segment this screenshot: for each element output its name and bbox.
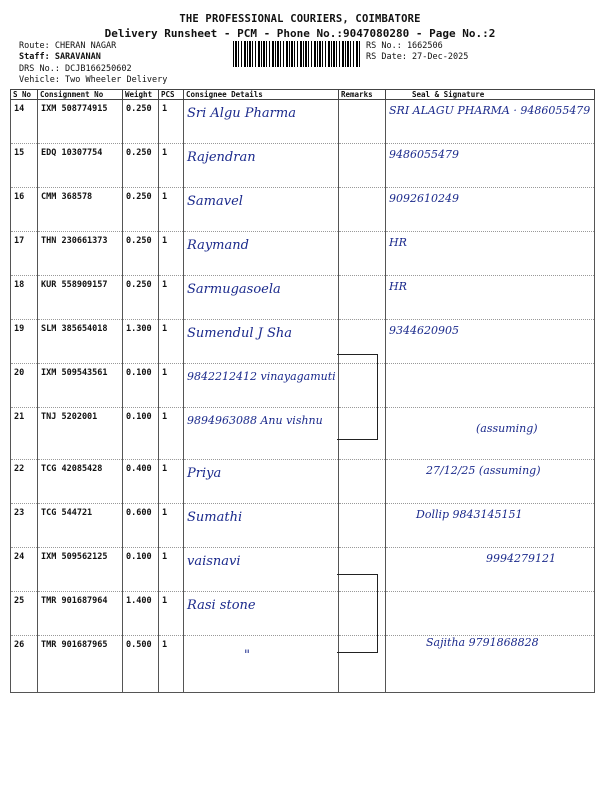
table-row [11, 408, 595, 460]
cell-signature: Dollip 9843145151 [386, 504, 595, 548]
cell-consignee: Rasi stone [184, 592, 339, 636]
cell-consignee: Samavel [184, 188, 339, 232]
cell-weight: 0.400 [123, 460, 159, 504]
table-header-row [11, 90, 595, 100]
cell-sno: 22 [11, 460, 38, 504]
company-title: THE PROFESSIONAL COURIERS, COIMBATORE [179, 13, 421, 25]
cell-consignee: Sarmugasoela [184, 276, 339, 320]
rs-number: RS No.: 1662506 [366, 41, 443, 51]
cell-weight: 0.600 [123, 504, 159, 548]
drs-field: DRS No.: DCJB166250602 [19, 64, 132, 74]
cell-consignment: TMR 901687964 [38, 592, 123, 636]
table-row [11, 636, 595, 693]
table-row [11, 144, 595, 188]
group-bracket [337, 354, 378, 440]
col-header-weight: Weight [123, 90, 159, 100]
cell-pcs: 1 [159, 408, 184, 460]
vehicle-field: Vehicle: Two Wheeler Delivery [19, 75, 168, 85]
cell-signature: 9994279121 [386, 548, 595, 592]
cell-signature [386, 592, 595, 636]
cell-signature [386, 364, 595, 408]
cell-weight: 1.400 [123, 592, 159, 636]
col-header-signature: Seal & Signature [386, 90, 595, 100]
cell-weight: 0.250 [123, 276, 159, 320]
barcode [233, 41, 361, 67]
col-header-pcs: PCS [159, 90, 184, 100]
cell-consignee: " [184, 636, 339, 693]
table-row [11, 100, 595, 144]
cell-consignment: THN 230661373 [38, 232, 123, 276]
cell-consignment: KUR 558909157 [38, 276, 123, 320]
cell-consignee: 9842212412 vinayagamuti [184, 364, 339, 408]
cell-pcs: 1 [159, 320, 184, 364]
cell-pcs: 1 [159, 100, 184, 144]
group-bracket [337, 574, 378, 653]
cell-remarks [339, 144, 386, 188]
cell-signature: 27/12/25 (assuming) [386, 460, 595, 504]
col-header-sno: S No [11, 90, 38, 100]
cell-signature: (assuming) [386, 408, 595, 460]
cell-remarks [339, 232, 386, 276]
table-row [11, 232, 595, 276]
table-row [11, 592, 595, 636]
cell-remarks [339, 276, 386, 320]
cell-sno: 19 [11, 320, 38, 364]
cell-consignment: IXM 508774915 [38, 100, 123, 144]
cell-sno: 14 [11, 100, 38, 144]
cell-pcs: 1 [159, 144, 184, 188]
runsheet-table [10, 89, 595, 693]
cell-pcs: 1 [159, 504, 184, 548]
col-header-consignment: Consignment No [38, 90, 123, 100]
cell-signature: 9092610249 [386, 188, 595, 232]
col-header-remarks: Remarks [339, 90, 386, 100]
cell-consignment: TNJ 5202001 [38, 408, 123, 460]
cell-remarks [339, 504, 386, 548]
cell-consignee: vaisnavi [184, 548, 339, 592]
cell-pcs: 1 [159, 188, 184, 232]
cell-consignee: 9894963088 Anu vishnu [184, 408, 339, 460]
cell-consignment: CMM 368578 [38, 188, 123, 232]
cell-consignment: IXM 509562125 [38, 548, 123, 592]
cell-signature: HR [386, 276, 595, 320]
cell-sno: 21 [11, 408, 38, 460]
cell-weight: 0.100 [123, 408, 159, 460]
cell-consignment: IXM 509543561 [38, 364, 123, 408]
cell-sno: 25 [11, 592, 38, 636]
cell-weight: 1.300 [123, 320, 159, 364]
table-row [11, 276, 595, 320]
cell-signature: 9344620905 [386, 320, 595, 364]
cell-pcs: 1 [159, 548, 184, 592]
cell-pcs: 1 [159, 592, 184, 636]
cell-sno: 16 [11, 188, 38, 232]
cell-consignment: TCG 42085428 [38, 460, 123, 504]
cell-pcs: 1 [159, 636, 184, 693]
cell-sno: 18 [11, 276, 38, 320]
table-row [11, 188, 595, 232]
cell-consignee: Raymand [184, 232, 339, 276]
cell-consignee: Sumendul J Sha [184, 320, 339, 364]
cell-signature: SRI ALAGU PHARMA · 9486055479 [386, 100, 595, 144]
cell-remarks [339, 460, 386, 504]
cell-consignee: Rajendran [184, 144, 339, 188]
cell-remarks [339, 100, 386, 144]
table-row [11, 548, 595, 592]
cell-remarks [339, 188, 386, 232]
cell-sno: 26 [11, 636, 38, 693]
cell-pcs: 1 [159, 364, 184, 408]
cell-weight: 0.250 [123, 100, 159, 144]
cell-weight: 0.250 [123, 188, 159, 232]
rs-date: RS Date: 27-Dec-2025 [366, 52, 469, 62]
cell-signature: 9486055479 [386, 144, 595, 188]
cell-consignee: Sumathi [184, 504, 339, 548]
cell-consignment: SLM 385654018 [38, 320, 123, 364]
cell-sno: 20 [11, 364, 38, 408]
runsheet-subtitle: Delivery Runsheet - PCM - Phone No.:9047080280 - Page No.:2 [104, 27, 496, 40]
cell-consignment: TCG 544721 [38, 504, 123, 548]
cell-weight: 0.500 [123, 636, 159, 693]
table-row [11, 320, 595, 364]
cell-pcs: 1 [159, 276, 184, 320]
cell-consignment: EDQ 10307754 [38, 144, 123, 188]
cell-sno: 23 [11, 504, 38, 548]
cell-weight: 0.100 [123, 548, 159, 592]
col-header-consignee: Consignee Details [184, 90, 339, 100]
cell-sno: 24 [11, 548, 38, 592]
table-row [11, 504, 595, 548]
cell-weight: 0.100 [123, 364, 159, 408]
cell-consignee: Priya [184, 460, 339, 504]
cell-weight: 0.250 [123, 232, 159, 276]
cell-sno: 17 [11, 232, 38, 276]
cell-weight: 0.250 [123, 144, 159, 188]
table-row [11, 364, 595, 408]
cell-consignee: Sri Algu Pharma [184, 100, 339, 144]
cell-sno: 15 [11, 144, 38, 188]
cell-pcs: 1 [159, 460, 184, 504]
staff-field: Staff: SARAVANAN [19, 52, 101, 62]
cell-consignment: TMR 901687965 [38, 636, 123, 693]
route-field: Route: CHERAN NAGAR [19, 41, 117, 51]
cell-pcs: 1 [159, 232, 184, 276]
table-row [11, 460, 595, 504]
cell-signature: Sajitha 9791868828 [386, 636, 595, 693]
cell-signature: HR [386, 232, 595, 276]
